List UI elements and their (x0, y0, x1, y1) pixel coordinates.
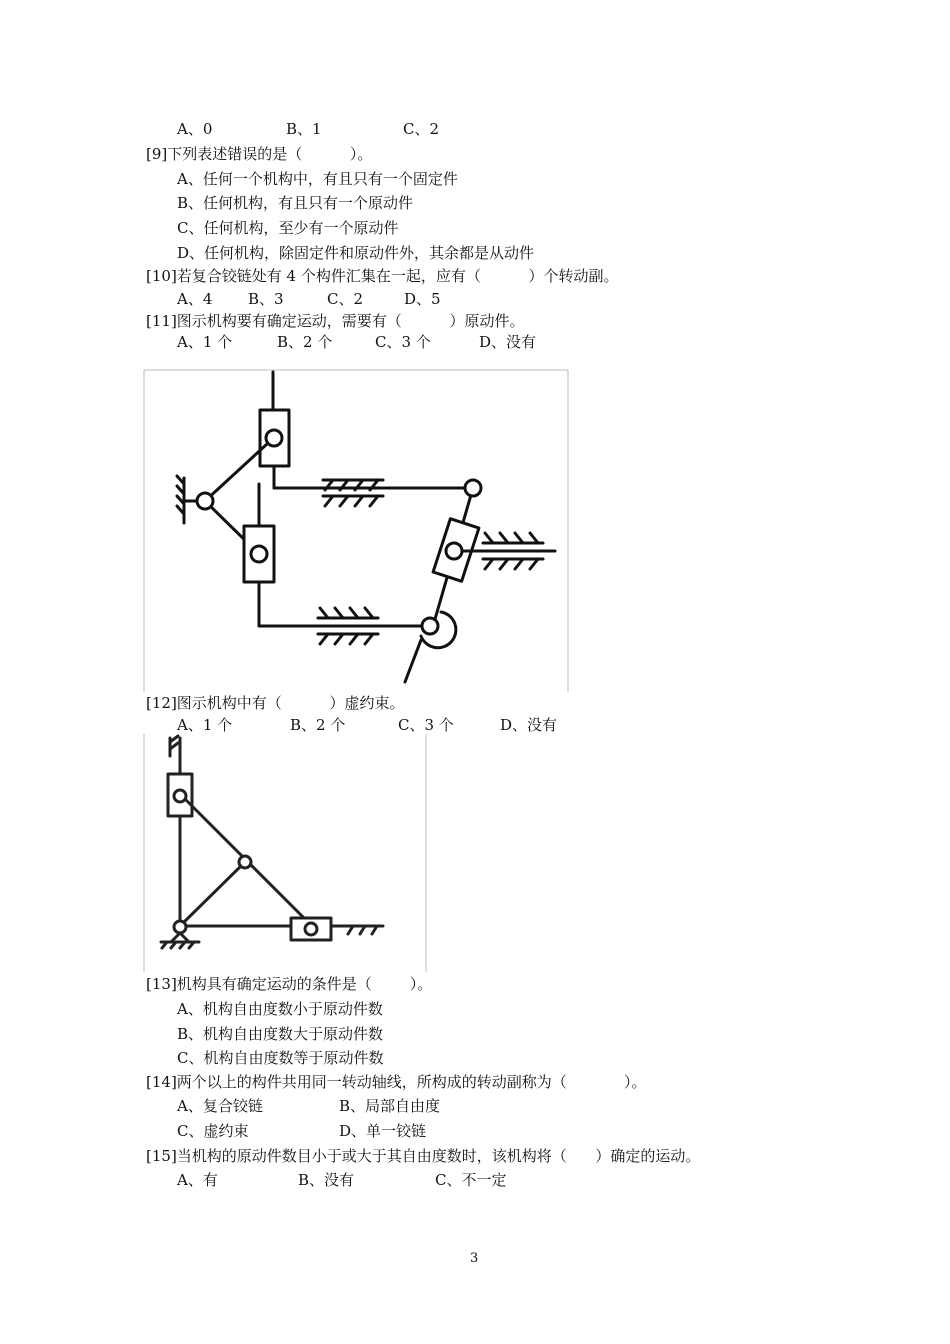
q14-stem: [14]两个以上的构件共用同一转动轴线，所构成的转动副称为（ ）。 (146, 1073, 647, 1091)
q14-option-d: D、单一铰链 (339, 1122, 427, 1140)
q9-option-c: C、任何机构，至少有一个原动件 (177, 219, 399, 237)
q11-option-d: D、没有 (479, 333, 537, 351)
q12-option-d: D、没有 (500, 716, 558, 734)
q11-option-c: C、3 个 (375, 333, 431, 351)
q10-option-d: D、5 (404, 290, 441, 308)
q14-option-b: B、局部自由度 (339, 1097, 441, 1115)
q10-stem: [10]若复合铰链处有 4 个构件汇集在一起，应有（ ）个转动副。 (146, 267, 619, 285)
q15-option-c: C、不一定 (435, 1171, 507, 1189)
q13-option-b: B、机构自由度数大于原动件数 (177, 1025, 384, 1043)
q10-option-a: A、4 (177, 290, 213, 308)
q11-option-b: B、2 个 (277, 333, 333, 351)
q15-option-b: B、没有 (298, 1171, 355, 1189)
q9-option-a: A、任何一个机构中，有且只有一个固定件 (177, 170, 458, 188)
q8-option-a: A、0 (177, 120, 213, 138)
q9-stem: [9]下列表述错误的是（ ）。 (146, 145, 373, 163)
q15-option-a: A、有 (177, 1171, 218, 1189)
q12-stem: [12]图示机构中有（ ）虚约束。 (146, 694, 405, 712)
q12-mechanism-figure (143, 734, 429, 974)
q12-option-c: C、3 个 (398, 716, 454, 734)
q12-option-a: A、1 个 (177, 716, 233, 734)
q12-option-b: B、2 个 (290, 716, 346, 734)
q13-option-c: C、机构自由度数等于原动件数 (177, 1049, 384, 1067)
q14-option-a: A、复合铰链 (177, 1097, 263, 1115)
q8-option-b: B、1 (286, 120, 322, 138)
q11-option-a: A、1 个 (177, 333, 233, 351)
q13-stem: [13]机构具有确定运动的条件是（ ）。 (146, 975, 433, 993)
q15-options (177, 1170, 537, 1250)
q11-stem: [11]图示机构要有确定运动，需要有（ ）原动件。 (146, 312, 525, 330)
q8-option-c: C、2 (403, 120, 440, 138)
q9-option-d: D、任何机构，除固定件和原动件外，其余都是从动件 (177, 244, 535, 262)
q13-option-a: A、机构自由度数小于原动件数 (177, 1000, 383, 1018)
q10-option-b: B、3 (248, 290, 284, 308)
q15-stem: [15]当机构的原动件数目小于或大于其自由度数时，该机构将（ ）确定的运动。 (146, 1147, 701, 1165)
page-number: 3 (470, 1251, 479, 1266)
q14-option-c: C、虚约束 (177, 1122, 249, 1140)
q10-option-c: C、2 (327, 290, 364, 308)
q11-mechanism-figure (143, 368, 571, 694)
q9-option-b: B、任何机构，有且只有一个原动件 (177, 194, 414, 212)
